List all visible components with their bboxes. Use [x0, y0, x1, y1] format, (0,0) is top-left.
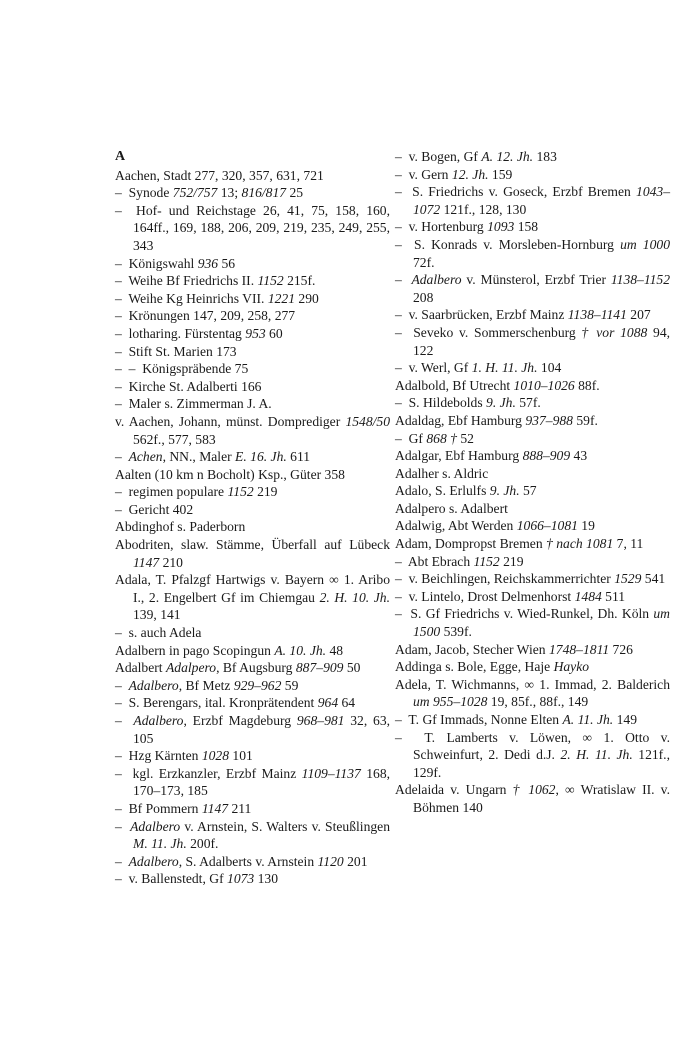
index-entry: Adam, Jacob, Stecher Wien 1748–1811 726: [395, 641, 633, 657]
index-entry: Aachen, Stadt 277, 320, 357, 631, 721: [115, 167, 324, 183]
index-subentry: – S. Gf Friedrichs v. Wied-Runkel, Dh. Köln um 1500 539f.: [395, 606, 670, 640]
index-subentry: – Weihe Bf Friedrichs II. 1152 215f.: [115, 273, 316, 289]
index-subentry: – Krönungen 147, 209, 258, 277: [115, 308, 296, 324]
section-letter: A: [115, 149, 126, 164]
index-subentry: – S. Konrads v. Morsleben-Hornburg um 1000 72f.: [395, 236, 670, 270]
index-subentry: – v. Werl, Gf 1. H. 11. Jh. 104: [395, 360, 562, 376]
index-entry: Adalo, S. Erlulfs 9. Jh. 57: [395, 483, 537, 499]
index-subentry: – regimen populare 1152 219: [115, 484, 278, 500]
index-subentry: – T. Lamberts v. Löwen, ∞ 1. Otto v. Schweinfurt, 2. Dedi d.J. 2. H. 11. Jh. 121f., 129f.: [395, 729, 670, 780]
index-entry: Addinga s. Bole, Egge, Haje Hayko: [395, 659, 590, 675]
index-subentry: – Adalbero, S. Adalberts v. Arnstein 1120 201: [115, 853, 368, 869]
index-entry: Adela, T. Wichmanns, ∞ 1. Immad, 2. Balderich um 955–1028 19, 85f., 88f., 149: [395, 676, 670, 710]
index-subentry: – T. Gf Immads, Nonne Elten A. 11. Jh. 149: [395, 712, 638, 727]
index-subentry: – kgl. Erzkanzler, Erzbf Mainz 1109–1137 168, 170–173, 185: [115, 765, 391, 799]
index-subentry: – Hzg Kärnten 1028 101: [115, 748, 253, 764]
index-entry: Adalpero s. Adalbert: [395, 500, 508, 516]
index-subentry: – Königswahl 936 56: [115, 255, 236, 271]
index-subentry: – Weihe Kg Heinrichs VII. 1221 290: [115, 290, 319, 306]
index-subentry: – Adalbero, Erzbf Magdeburg 968–981 32, 63, 105: [115, 713, 391, 746]
index-subentry: – v. Saarbrücken, Erzbf Mainz 1138–1141 207: [395, 307, 651, 323]
index-entry: Adalher s. Aldric: [395, 465, 489, 481]
index-subentry: – Stift St. Marien 173: [115, 343, 237, 359]
index-subentry: – v. Hortenburg 1093 158: [395, 219, 539, 235]
index-subentry: – v. Ballenstedt, Gf 1073 130: [115, 871, 278, 887]
index-entry: Abdinghof s. Paderborn: [115, 519, 246, 535]
index-subentry: – Gf 868 † 52: [395, 430, 474, 446]
index-subentry: – Adalbero v. Arnstein, S. Walters v. Steußlingen M. 11. Jh. 200f.: [115, 818, 390, 852]
index-entry: Adalbern in pago Scopingun A. 10. Jh. 48: [115, 642, 344, 658]
index-column-left: [115, 148, 390, 888]
index-subentry: – v. Bogen, Gf A. 12. Jh. 183: [395, 149, 557, 164]
index-subentry: – s. auch Adela: [115, 625, 202, 641]
index-entry: Adalbold, Bf Utrecht 1010–1026 88f.: [395, 377, 600, 393]
index-subentry: – Adalbero, Bf Metz 929–962 59: [115, 677, 299, 693]
index-subentry: – v. Gern 12. Jh. 159: [395, 166, 513, 182]
index-subentry: – S. Berengars, ital. Kronprätendent 964 64: [115, 695, 356, 711]
index-subentry: – S. Hildebolds 9. Jh. 57f.: [395, 395, 541, 411]
index-subentry: – Bf Pommern 1147 211: [115, 800, 252, 816]
index-subentry: – Achen, NN., Maler E. 16. Jh. 611: [115, 449, 311, 465]
index-entry: Adalbert Adalpero, Bf Augsburg 887–909 50: [115, 660, 361, 676]
index-subentry: – v. Lintelo, Drost Delmenhorst 1484 511: [395, 588, 626, 604]
index-subentry: – Gericht 402: [115, 501, 194, 517]
index-subentry: – Kirche St. Adalberti 166: [115, 378, 262, 394]
index-entry: Adalwig, Abt Werden 1066–1081 19: [395, 518, 595, 534]
index-entry: Adam, Dompropst Bremen † nach 1081 7, 11: [395, 536, 644, 552]
index-entry: Aalten (10 km n Bocholt) Ksp., Güter 358: [115, 466, 345, 482]
index-entry: Abodriten, slaw. Stämme, Überfall auf Lübeck 1147 210: [115, 537, 390, 570]
index-entry: v. Aachen, Johann, münst. Domprediger 1548/50 562f., 577, 583: [115, 413, 390, 447]
index-subentry: – – Königspräbende 75: [115, 361, 249, 377]
index-subentry: – Hof- und Reichstage 26, 41, 75, 158, 160, 164ff., 169, 188, 206, 209, 219, 235, 249, 255, 343: [115, 202, 390, 253]
index-subentry: – Synode 752/757 13; 816/817 25: [115, 185, 304, 201]
index-subentry: – Maler s. Zimmerman J. A.: [115, 396, 272, 412]
index-entry: Adalgar, Ebf Hamburg 888–909 43: [395, 448, 588, 464]
index-entry: Adelaida v. Ungarn † 1062, ∞ Wratislaw II. v. Böhmen 140: [395, 782, 670, 815]
index-entry: Adaldag, Ebf Hamburg 937–988 59f.: [395, 412, 598, 428]
index-subentry: – Seveko v. Sommerschenburg † vor 1088 94, 122: [395, 324, 671, 358]
index-column-right: [395, 148, 670, 817]
index-entry: Adala, T. Pfalzgf Hartwigs v. Bayern ∞ 1. Aribo I., 2. Engelbert Gf im Chiemgau 2. H. 10. Jh. 139, 141: [115, 572, 391, 623]
index-subentry: – Adalbero v. Münsterol, Erzbf Trier 1138–1152 208: [395, 272, 671, 305]
index-subentry: – S. Friedrichs v. Goseck, Erzbf Bremen 1043–1072 121f., 128, 130: [395, 184, 670, 217]
index-subentry: – v. Beichlingen, Reichskammerrichter 1529 541: [395, 571, 666, 587]
index-subentry: – Abt Ebrach 1152 219: [395, 553, 524, 569]
index-subentry: – lotharing. Fürstentag 953 60: [115, 325, 283, 341]
